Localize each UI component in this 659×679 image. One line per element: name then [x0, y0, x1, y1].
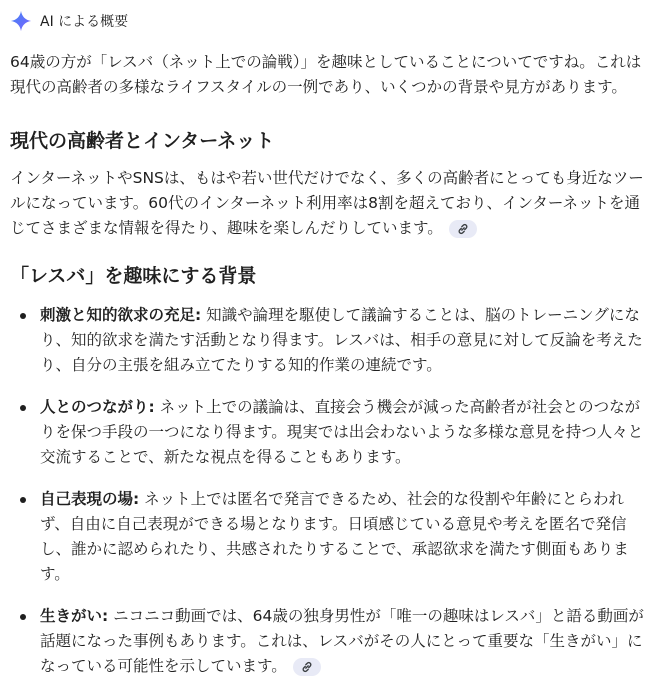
item-term: 刺激と知的欲求の充足: [40, 306, 202, 324]
list-item [10, 604, 649, 679]
reasons-list [10, 303, 649, 679]
item-text: ネット上では匿名で発言できるため、社会的な役割や年齢にとらわれず、自由に自己表現ができる場となります。日頃感じている意見や考えを匿名で発信し、誰かに認められたり、共感されたりすることで、承認欲求を満たす側面もあります。 [40, 490, 629, 583]
item-text: 知識や論理を駆使して議論することは、脳のトレーニングになり、知的欲求を満たす活動となり得ます。レスバは、相手の意見に対して反論を考えたり、自分の主張を組み立てたりする知的作業の連続です。 [40, 306, 643, 374]
ai-overview-header [10, 8, 649, 34]
list-item [10, 303, 649, 378]
source-link-button[interactable] [293, 658, 321, 676]
bullet [20, 405, 26, 411]
section-heading-internet: 現代の高齢者とインターネット [10, 130, 275, 152]
item-text: ネット上での議論は、直接会う機会が減った高齢者が社会とのつながりを保つ手段の一つになり得ます。現実では出会わないような多様な意見を持つ人々と交流することで、新たな視点を得ることもあります。 [40, 398, 644, 466]
list-item [10, 395, 649, 470]
source-link-button[interactable] [449, 220, 477, 238]
intro-paragraph: 64歳の方が「レスバ（ネット上での論戦）」を趣味としていることについてですね。これは現代の高齢者の多様なライフスタイルの一例であり、いくつかの背景や見方があります。 [10, 53, 642, 96]
item-term: 生きがい: [40, 607, 109, 625]
ai-overview-label: AI による概要 [40, 14, 129, 30]
section-paragraph-internet [10, 166, 649, 241]
item-term: 人とのつながり: [40, 398, 155, 416]
item-text: ニコニコ動画では、64歳の独身男性が「唯一の趣味はレスバ」と語る動画が話題になった事例もあります。これは、レスバがその人にとって重要な「生きがい」になっている可能性を示しています。 [40, 607, 644, 675]
bullet [20, 614, 26, 620]
sparkle-icon [10, 10, 32, 32]
section-heading-background: 「レスバ」を趣味にする背景 [10, 265, 257, 287]
link-icon [456, 222, 470, 236]
link-icon [300, 660, 314, 674]
list-item [10, 487, 649, 587]
bullet [20, 497, 26, 503]
bullet [20, 313, 26, 319]
paragraph-text: インターネットやSNSは、もはや若い世代だけでなく、多くの高齢者にとっても身近なツールになっています。60代のインターネット利用率は8割を超えており、インターネットを通じてさまざまな情報を得たり、趣味を楽しんだりしています。 [10, 169, 644, 237]
item-term: 自己表現の場: [40, 490, 140, 508]
